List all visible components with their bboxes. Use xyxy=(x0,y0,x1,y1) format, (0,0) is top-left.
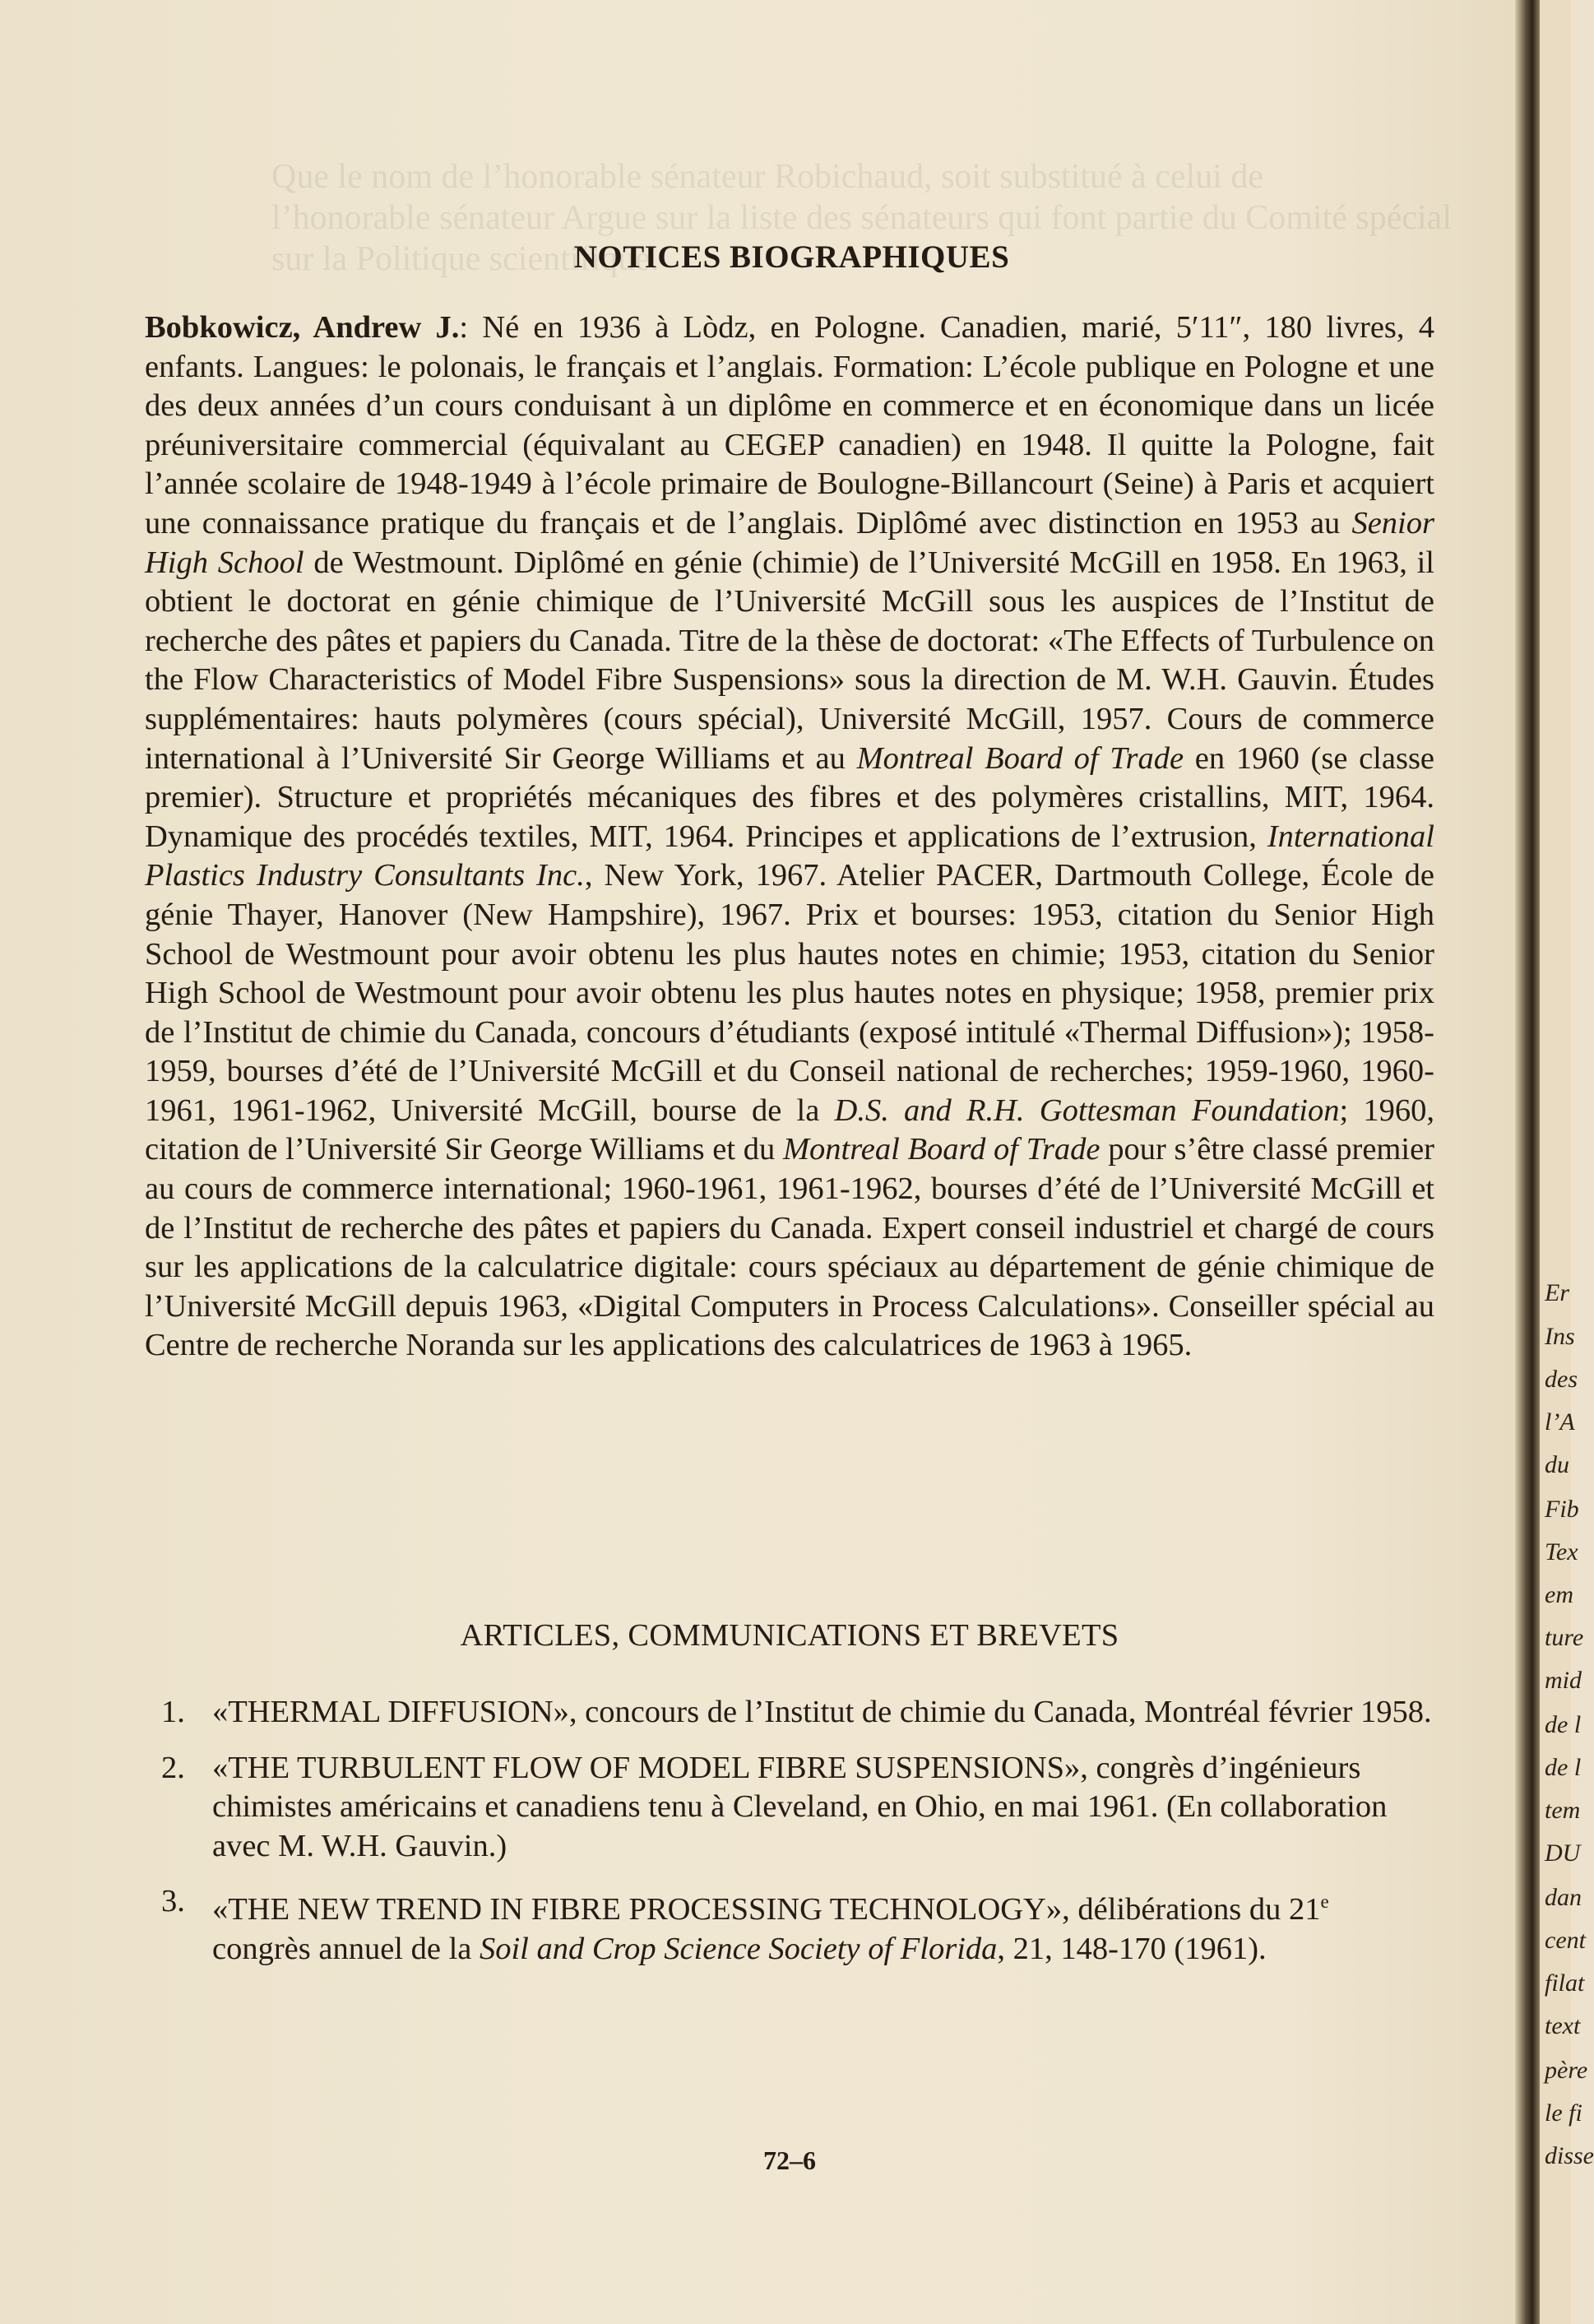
text-run: en 1960 (se classe premier). Structure et propriétés mécaniques des fibres et des polymères cristallins, MIT, 1964. Dynamique des procédés textiles, MIT, 1964. Principes et applications de l’extrusion, xyxy=(145,740,1435,854)
next-page-fragment: filat xyxy=(1545,1969,1585,1997)
ghost-line: sur la Politique scientifique. xyxy=(271,240,660,278)
text-run: «THERMAL DIFFUSION», concours de l’Institut de chimie du Canada, Montréal février 1958. xyxy=(212,1695,1432,1729)
italic-text: Senior High School xyxy=(145,505,1434,580)
next-page-fragment: Ins xyxy=(1545,1323,1575,1350)
reference-number: 3. xyxy=(161,1884,185,1919)
next-page-fragment: mid xyxy=(1545,1667,1582,1694)
reference-list xyxy=(161,1693,1434,1985)
next-page-fragment: ture xyxy=(1545,1624,1584,1651)
next-page-fragment: l’A xyxy=(1545,1408,1575,1436)
next-page-fragment: père xyxy=(1545,2057,1588,2084)
text-run: , New York, 1967. Atelier PACER, Dartmouth College, École de génie Thayer, Hanover (New Hampshire), 1967. Prix et bourses: 1953, citation du Senior High School de Westmount pour avoir obtenu les plus hautes notes en chimie; 1953, citation du Senior High School de Westmount pour avoir obtenu les plus hautes notes en physique; 1958, premier prix de l’Institut de chimie du Canada, concours d’étudiants (exposé intitulé «Thermal Diffusion»); 1958-1959, bourses d’été de l’Université McGill et du Conseil national de recherches; 1959-1960, 1960-1961, 1961-1962, Université McGill, bourse de la xyxy=(145,858,1435,1128)
next-page-fragment: du xyxy=(1545,1451,1569,1478)
text-run: ; 1960, citation de l’Université Sir George Williams et du xyxy=(145,1092,1435,1167)
next-page-fragment: DU xyxy=(1545,1839,1581,1867)
next-page-fragment: em xyxy=(1545,1581,1573,1608)
text-run: «THE TURBULENT FLOW OF MODEL FIBRE SUSPENSIONS», congrès d’ingénieurs chimistes américains et canadiens tenu à Cleveland, en Ohio, en mai 1961. (En collaboration avec M. W.H. Gauvin.) xyxy=(212,1750,1388,1863)
italic-text: International Plastics Industry Consultants Inc. xyxy=(145,819,1434,893)
text-run: pour s’être classé premier au cours de commerce international; 1960-1961, 1961-1962, bourses d’été de l’Université McGill et de l’Institut de recherche des pâtes et papiers du Canada. Expert conseil industriel et chargé de cours sur les applications de la calculatrice digitale: cours spéciaux au département de génie chimique de l’Université McGill depuis 1963, «Digital Computers in Process Calculations». Conseiller spécial au Centre de recherche Noranda sur les applications des calculatrices de 1963 à 1965. xyxy=(145,1132,1434,1363)
reference-item xyxy=(161,1882,1434,1969)
adjacent-page-edge xyxy=(1540,0,1594,2324)
next-page-fragment: des xyxy=(1545,1366,1578,1393)
next-page-fragment: Fib xyxy=(1545,1496,1579,1523)
text-run: : Né en 1936 à Lòdz, en Pologne. Canadien, marié, 5′11″, 180 livres, 4 enfants. Langues: le polonais, le français et l’anglais. Formation: L’école publique en Pologne et une des deux années d’un cours conduisant à un diplôme en commerce et en économique dans un licée préuniversitaire commercial (équivalant au CEGEP canadien) en 1948. Il quitte la Pologne, fait l’année scolaire de 1948-1949 à l’école primaire de Boulogne-Billancourt (Seine) à Paris et acquiert une connaissance pratique du français et de l’anglais. Diplômé avec distinction en 1953 au xyxy=(145,310,1434,540)
section-title: ARTICLES, COMMUNICATIONS ET BREVETS xyxy=(460,1618,1119,1653)
text-run: de Westmount. Diplômé en génie (chimie) de l’Université McGill en 1958. En 1963, il obtient le doctorat en génie chimique de l’Université McGill sous les auspices de l’Institut de recherche des pâtes et papiers du Canada. Titre de la thèse de doctorat: «The Effects of Turbulence on the Flow Characteristics of Model Fibre Suspensions» sous la direction de M. W.H. Gauvin. Études supplémentaires: hauts polymères (cours spécial), Université McGill, 1957. Cours de commerce international à l’Université Sir George Williams et au xyxy=(145,545,1434,776)
reference-text xyxy=(212,1693,1434,1733)
ghost-line: Que le nom de l’honorable sénateur Robichaud, soit substitué à celui de xyxy=(271,158,1264,196)
page-number: 72–6 xyxy=(763,2145,816,2175)
next-page-fragment: de l xyxy=(1545,1711,1582,1738)
reference-number: 2. xyxy=(161,1750,185,1785)
reference-number: 1. xyxy=(161,1695,185,1729)
biography-name: Bobkowicz, Andrew J. xyxy=(145,310,460,345)
next-page-fragment: tem xyxy=(1545,1797,1581,1824)
italic-text: D.S. and R.H. Gottesman Foundation xyxy=(834,1092,1340,1128)
next-page-fragment: disse xyxy=(1545,2142,1594,2169)
next-page-fragment: Tex xyxy=(1545,1538,1578,1566)
page-title: NOTICES BIOGRAPHIQUES xyxy=(573,239,1010,275)
text-run: , 21, 148-170 (1961). xyxy=(997,1931,1267,1966)
next-page-fragment: dan xyxy=(1545,1884,1582,1911)
italic-text: Montreal Board of Trade xyxy=(856,740,1184,776)
text-run: «THE NEW TREND IN FIBRE PROCESSING TECHNOLOGY», délibérations du 21 xyxy=(212,1892,1321,1927)
reference-text xyxy=(212,1749,1434,1867)
reference-item xyxy=(161,1693,1434,1733)
reference-text xyxy=(212,1882,1434,1969)
reference-item xyxy=(161,1749,1434,1867)
italic-text: Montreal Board of Trade xyxy=(782,1132,1101,1167)
next-page-fragment: cent xyxy=(1545,1927,1586,1954)
next-page-fragment: Er xyxy=(1545,1279,1569,1306)
superscript-text: e xyxy=(1320,1890,1329,1913)
italic-text: Soil and Crop Science Society of Florida xyxy=(479,1931,998,1966)
biography-body xyxy=(145,310,1434,1362)
next-page-fragment: text xyxy=(1545,2012,1581,2039)
next-page-fragment: le fi xyxy=(1545,2099,1582,2127)
ghost-line: l’honorable sénateur Argue sur la liste des sénateurs qui font partie du Comité spécial xyxy=(271,199,1452,237)
book-gutter xyxy=(1515,0,1540,2324)
text-run: congrès annuel de la xyxy=(212,1931,480,1966)
biography-paragraph xyxy=(145,308,1434,1366)
next-page-fragment: de l xyxy=(1545,1754,1582,1781)
